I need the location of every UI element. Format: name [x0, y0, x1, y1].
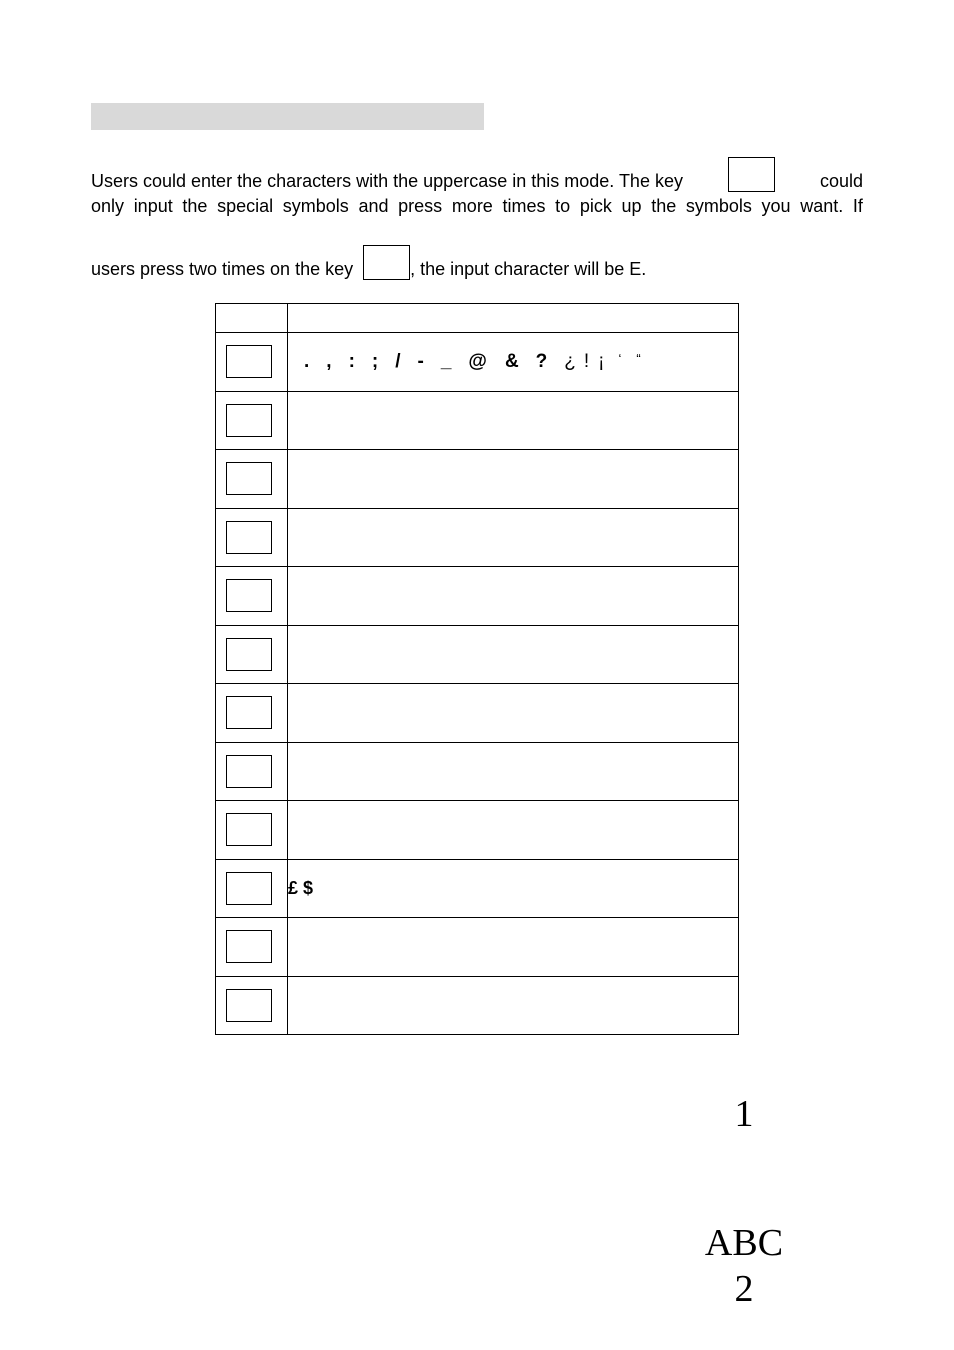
symbol-item: ;	[371, 350, 379, 372]
paragraph-text: could	[819, 171, 863, 191]
symbol-item: ?	[535, 350, 548, 372]
paragraph-word: you	[761, 196, 791, 216]
paragraph-word: pick	[579, 196, 612, 216]
paragraph-word: only	[91, 196, 125, 216]
symbol-item: !	[583, 350, 590, 372]
table-row	[216, 801, 739, 860]
key-cell	[216, 918, 288, 977]
table-row	[216, 391, 739, 450]
table-row	[216, 918, 739, 977]
paragraph-line-1	[91, 157, 863, 192]
page-label-abc: ABC	[704, 1222, 784, 1264]
symbol-item: /	[395, 350, 401, 372]
table-row	[216, 976, 739, 1035]
key-box-icon	[226, 521, 272, 554]
key-cell	[216, 450, 288, 509]
key-box-icon	[226, 345, 272, 378]
paragraph-word: special	[217, 196, 274, 216]
key-cell	[216, 625, 288, 684]
paragraph-text: , the input character will be E.	[410, 259, 647, 279]
paragraph-word: symbols	[282, 196, 349, 216]
table-row	[216, 859, 739, 918]
table-row	[216, 450, 739, 509]
section-heading-bar	[91, 103, 484, 130]
paragraph-text: users press two times on the key	[91, 259, 354, 279]
key-box-icon	[226, 696, 272, 729]
key-box-icon	[363, 245, 410, 280]
table-row	[216, 333, 739, 392]
paragraph-word: up	[621, 196, 642, 216]
table-header-cell	[288, 304, 739, 333]
table-row	[216, 567, 739, 626]
key-mapping-table	[215, 303, 739, 1035]
chars-cell	[288, 976, 739, 1035]
symbol-item: :	[348, 350, 355, 372]
key-box-icon	[226, 930, 272, 963]
key-cell	[216, 684, 288, 743]
symbol-item: ¿	[564, 350, 576, 372]
table-row	[216, 742, 739, 801]
paragraph-word: to	[555, 196, 571, 216]
key-cell	[216, 859, 288, 918]
chars-cell	[288, 625, 739, 684]
symbol-item: -	[417, 350, 424, 372]
chars-cell	[288, 801, 739, 860]
key-box-icon	[226, 579, 272, 612]
paragraph-word: times	[502, 196, 546, 216]
key-cell	[216, 976, 288, 1035]
paragraph-word: symbols	[685, 196, 752, 216]
key-cell	[216, 333, 288, 392]
key-box-icon	[226, 638, 272, 671]
paragraph-word: want.	[800, 196, 844, 216]
key-cell	[216, 742, 288, 801]
key-cell	[216, 508, 288, 567]
currency-symbols: £ $	[288, 859, 739, 918]
symbol-item: “	[636, 350, 641, 366]
key-cell	[216, 801, 288, 860]
key-box-icon	[226, 872, 272, 905]
key-box-icon	[728, 157, 775, 192]
chars-cell	[288, 742, 739, 801]
paragraph-text: Users could enter the characters with the uppercase in this mode. The key	[91, 171, 683, 191]
page-number-bottom: 2	[734, 1268, 754, 1310]
symbol-item: ‘	[618, 350, 622, 366]
chars-cell	[288, 684, 739, 743]
key-box-icon	[226, 813, 272, 846]
key-cell	[216, 567, 288, 626]
paragraph-word: the	[651, 196, 677, 216]
key-box-icon	[226, 404, 272, 437]
symbols-cell	[288, 333, 739, 392]
paragraph-word: and	[358, 196, 389, 216]
chars-cell	[288, 918, 739, 977]
paragraph-word: press	[398, 196, 443, 216]
table-row	[216, 508, 739, 567]
chars-cell	[288, 450, 739, 509]
table-header-row	[216, 304, 739, 333]
key-cell	[216, 391, 288, 450]
symbol-item: _	[440, 350, 452, 372]
table-row	[216, 625, 739, 684]
key-box-icon	[226, 462, 272, 495]
paragraph-word: input	[133, 196, 173, 216]
symbol-item: &	[504, 350, 519, 372]
symbol-item: ¡	[598, 350, 605, 372]
paragraph-line-2	[91, 195, 863, 217]
chars-cell	[288, 508, 739, 567]
paragraph-word: If	[852, 196, 863, 216]
chars-cell	[288, 391, 739, 450]
paragraph-word: the	[182, 196, 208, 216]
paragraph-word: more	[451, 196, 493, 216]
key-box-icon	[226, 989, 272, 1022]
chars-cell	[288, 567, 739, 626]
symbol-item: .	[304, 350, 310, 372]
symbol-item: ,	[326, 350, 332, 372]
page-number: 1	[734, 1093, 754, 1135]
symbol-list	[288, 351, 738, 373]
table-row	[216, 684, 739, 743]
key-box-icon	[226, 755, 272, 788]
paragraph-line-3	[91, 245, 863, 280]
table-header-cell	[216, 304, 288, 333]
symbol-item: @	[468, 350, 487, 372]
